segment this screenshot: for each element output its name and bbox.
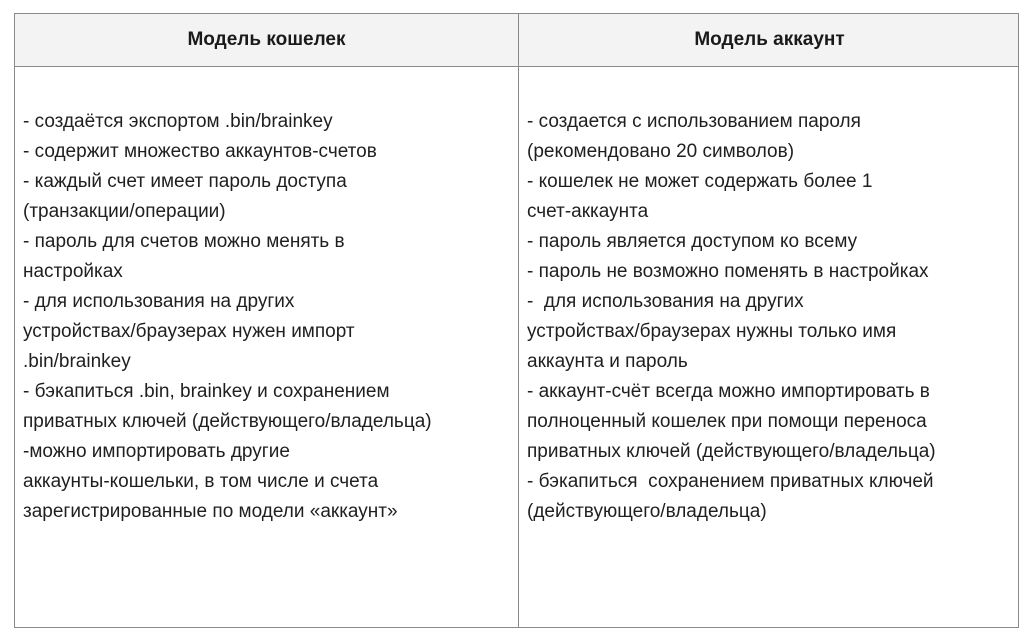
wallet-line: (транзакции/операции) — [23, 201, 226, 222]
account-line: - аккаунт-счёт всегда можно импортировать в — [527, 381, 930, 402]
wallet-model-cell — [23, 107, 515, 527]
column-divider — [518, 14, 519, 627]
wallet-line: - каждый счет имеет пароль доступа — [23, 171, 347, 192]
wallet-line: настройках — [23, 261, 123, 282]
account-model-cell — [527, 107, 1017, 527]
wallet-line: зарегистрированные по модели «аккаунт» — [23, 501, 398, 522]
header-account-model: Модель аккаунт — [694, 29, 845, 50]
account-line: аккаунта и пароль — [527, 351, 688, 372]
account-line: счет-аккаунта — [527, 201, 649, 222]
header-wallet-model: Модель кошелек — [187, 29, 346, 50]
account-line: - для использования на других — [527, 291, 804, 312]
account-line: - кошелек не может содержать более 1 — [527, 171, 873, 192]
wallet-line: - бэкапиться .bin, brainkey и сохранением — [23, 381, 390, 402]
account-line: устройствах/браузерах нужны только имя — [527, 321, 897, 342]
account-line: полноценный кошелек при помощи переноса — [527, 411, 927, 432]
account-line: (действующего/владельца) — [527, 501, 767, 522]
account-line: - пароль не возможно поменять в настройках — [527, 261, 929, 282]
wallet-line: - пароль для счетов можно менять в — [23, 231, 345, 252]
account-line: - пароль является доступом ко всему — [527, 231, 858, 252]
wallet-line: устройствах/браузерах нужен импорт — [23, 321, 355, 342]
wallet-line: приватных ключей (действующего/владельца) — [23, 411, 432, 432]
account-line: - создается с использованием пароля — [527, 111, 861, 132]
comparison-table — [14, 13, 1019, 628]
account-line: - бэкапиться сохранением приватных ключей — [527, 471, 934, 492]
wallet-line: .bin/brainkey — [23, 351, 131, 372]
wallet-line: - создаётся экспортом .bin/brainkey — [23, 111, 333, 132]
wallet-line: - для использования на других — [23, 291, 295, 312]
account-line: (рекомендовано 20 символов) — [527, 141, 795, 162]
wallet-line: -можно импортировать другие — [23, 441, 290, 462]
wallet-line: - содержит множество аккаунтов-счетов — [23, 141, 377, 162]
account-line: приватных ключей (действующего/владельца) — [527, 441, 936, 462]
wallet-line: аккаунты-кошельки, в том числе и счета — [23, 471, 379, 492]
